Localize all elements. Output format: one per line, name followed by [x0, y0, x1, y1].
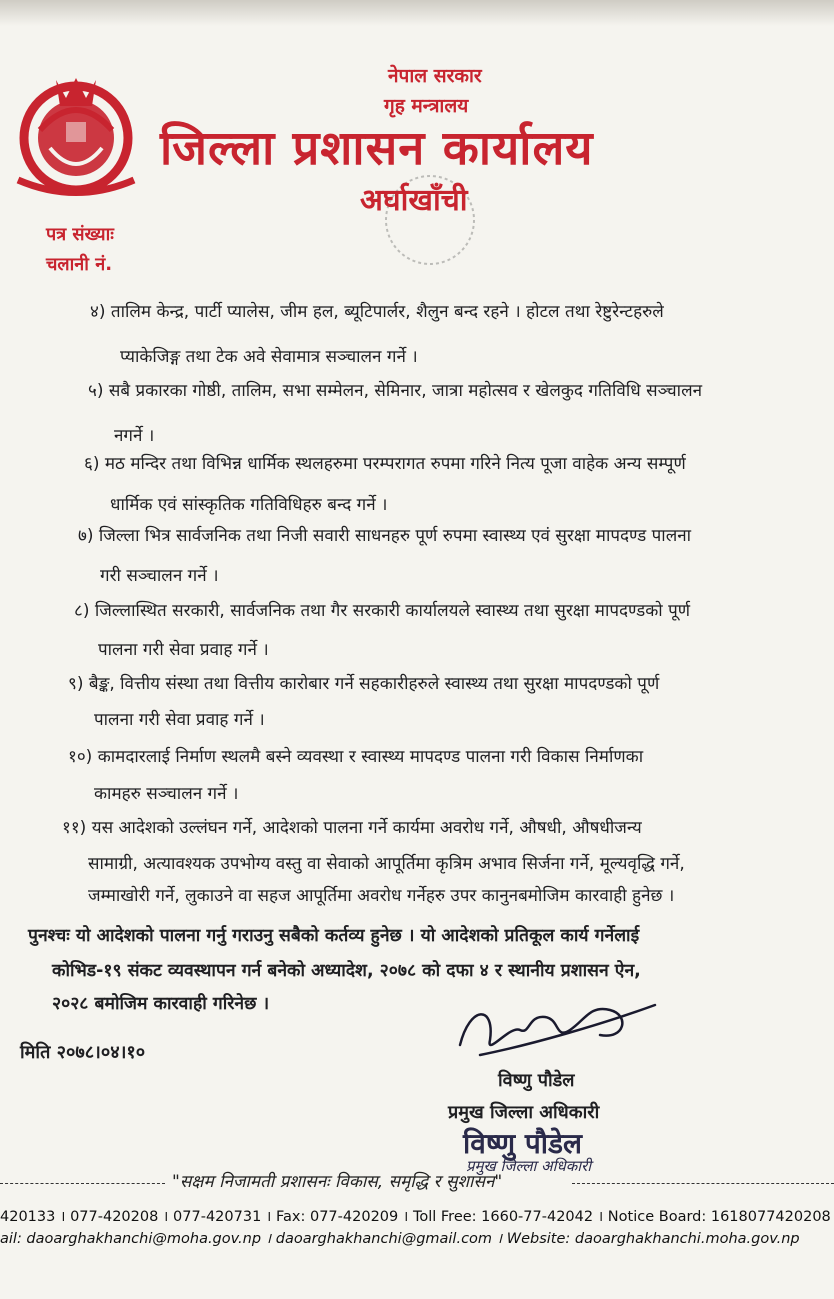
signatory-name: विष्णु पौडेल: [498, 1070, 575, 1091]
page-edge-shadow: [0, 0, 834, 26]
stamp-name: विष्णु पौडेल: [463, 1127, 582, 1160]
order-item-7-line2: गरी सञ्चालन गर्ने ।: [100, 566, 219, 586]
footer-motto: "सक्षम निजामती प्रशासनः विकास, समृद्धि र सुशासन": [172, 1172, 503, 1192]
stamp-title: प्रमुख जिल्ला अधिकारी: [466, 1157, 592, 1175]
district-name: अर्घाखाँची: [360, 183, 468, 218]
footer-contacts: 420133 । 077-420208 । 077-420731 । Fax: 077-420209 । Toll Free: 1660-77-42042 । Notice Board: 1618077420208: [0, 1209, 831, 1225]
order-item-11-line2: सामाग्री, अत्यावश्यक उपभोग्य वस्तु वा सेवाको आपूर्तिमा कृत्रिम अभाव सिर्जना गर्ने, मूल्यवृद्धि गर्ने,: [88, 854, 685, 874]
office-title: जिल्ला प्रशासन कार्यालय: [160, 121, 594, 176]
letter-number-label: पत्र संख्याः: [46, 224, 114, 245]
postscript-line3: २०२८ बमोजिम कारवाही गरिनेछ ।: [52, 994, 270, 1014]
order-item-7-line1: ७) जिल्ला भित्र सार्वजनिक तथा निजी सवारी साधनहरु पूर्ण रुपमा स्वास्थ्य एवं सुरक्षा मापदण्ड पालना: [78, 526, 692, 546]
footer-email-website: ail: daoarghakhanchi@moha.gov.np । daoarghakhanchi@gmail.com । Website: daoarghakhanchi.moha.gov.np: [0, 1231, 800, 1247]
order-item-10-line1: १०) कामदारलाई निर्माण स्थलमै बस्ने व्यवस्था र स्वास्थ्य मापदण्ड पालना गरी विकास निर्माणका: [68, 747, 644, 767]
order-item-4-line1: ४) तालिम केन्द्र, पार्टी प्यालेस, जीम हल, ब्यूटिपार्लर, शैलुन बन्द रहने । होटल तथा रेष्टुरेन्टहरुले: [90, 302, 664, 322]
government-name: नेपाल सरकार: [388, 65, 482, 87]
footer-rule-left: [0, 1183, 165, 1185]
order-item-9-line2: पालना गरी सेवा प्रवाह गर्ने ।: [94, 710, 265, 730]
order-item-11-line1: ११) यस आदेशको उल्लंघन गर्ने, आदेशको पालना गर्ने कार्यमा अवरोध गर्ने, औषधी, औषधीजन्य: [62, 818, 642, 838]
order-item-6-line2: धार्मिक एवं सांस्कृतिक गतिविधिहरु बन्द गर्ने ।: [110, 495, 388, 515]
order-item-10-line2: कामहरु सञ्चालन गर्ने ।: [94, 784, 239, 804]
nepal-emblem-icon: [10, 70, 142, 200]
ministry-name: गृह मन्त्रालय: [384, 95, 469, 117]
postscript-line2: कोभिड-१९ संकट व्यवस्थापन गर्न बनेको अध्यादेश, २०७८ को दफा ४ र स्थानीय प्रशासन ऐन,: [52, 961, 641, 981]
handwritten-signature-icon: [450, 985, 660, 1070]
order-item-8-line2: पालना गरी सेवा प्रवाह गर्ने ।: [98, 640, 269, 660]
order-item-5-line2: नगर्ने ।: [114, 426, 155, 446]
date-label: मिति २०७८।०४।१०: [20, 1042, 146, 1063]
order-item-11-line3: जम्माखोरी गर्ने, लुकाउने वा सहज आपूर्तिमा अवरोध गर्नेहरु उपर कानुनबमोजिम कारवाही हुनेछ ।: [88, 886, 675, 906]
order-item-9-line1: ९) बैङ्क, वित्तीय संस्था तथा वित्तीय कारोबार गर्ने सहकारीहरुले स्वास्थ्य तथा सुरक्षा मापदण्डको पूर्ण: [68, 674, 660, 694]
postscript-line1: पुनश्चः यो आदेशको पालना गर्नु गराउनु सबैको कर्तव्य हुनेछ । यो आदेशको प्रतिकूल कार्य गर्नेलाई: [28, 926, 640, 946]
order-item-6-line1: ६) मठ मन्दिर तथा विभिन्न धार्मिक स्थलहरुमा परम्परागत रुपमा गरिने नित्य पूजा वाहेक अन्य सम्पूर्ण: [84, 454, 686, 474]
order-item-5-line1: ५) सबै प्रकारका गोष्ठी, तालिम, सभा सम्मेलन, सेमिनार, जात्रा महोत्सव र खेलकुद गतिविधि सञ्चालन: [88, 381, 703, 401]
footer-rule-right: [572, 1183, 834, 1185]
order-item-8-line1: ८) जिल्लास्थित सरकारी, सार्वजनिक तथा गैर सरकारी कार्यालयले स्वास्थ्य तथा सुरक्षा मापदण्डको पूर्ण: [74, 601, 691, 621]
dispatch-number-label: चलानी नं.: [46, 254, 113, 275]
order-item-4-line2: प्याकेजिङ्ग तथा टेक अवे सेवामात्र सञ्चालन गर्ने ।: [120, 347, 418, 367]
signatory-title: प्रमुख जिल्ला अधिकारी: [448, 1102, 600, 1123]
